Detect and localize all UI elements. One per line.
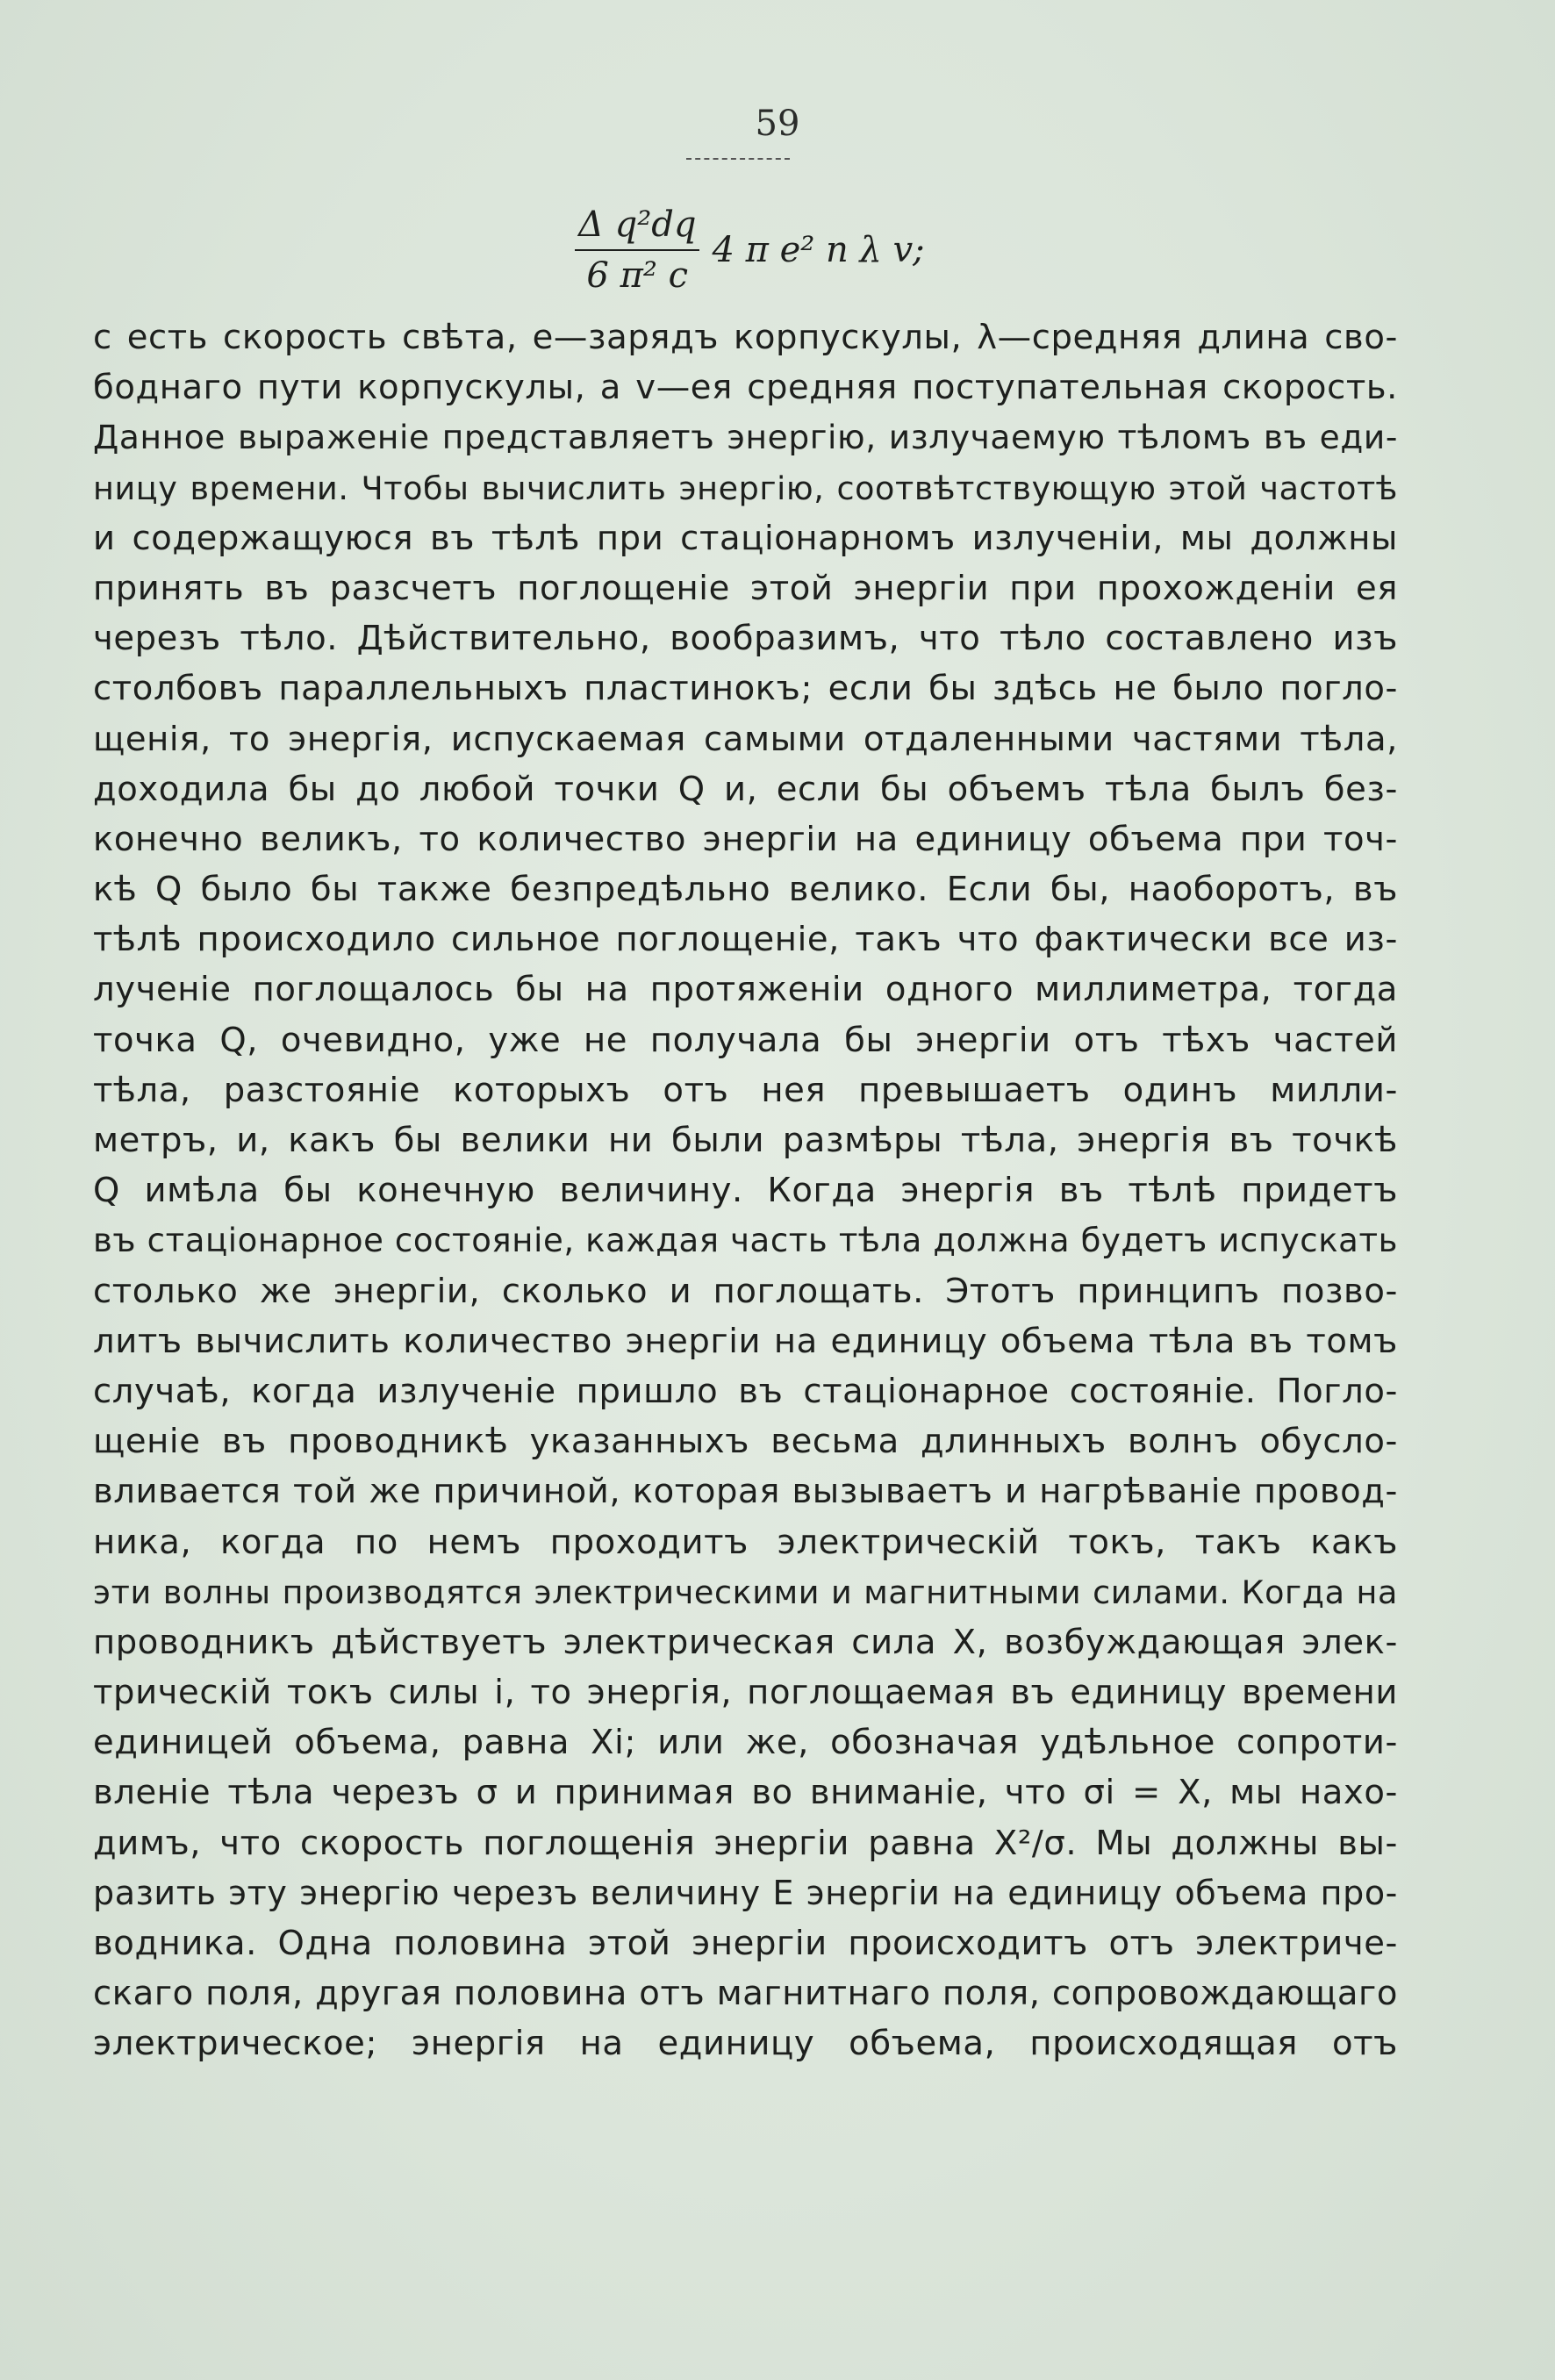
text-line: столько же энергіи, сколько и поглощать. Этотъ принципъ позво-	[93, 1271, 1398, 1311]
text-line: вливается той же причиной, которая вызываетъ и нагрѣваніе провод-	[93, 1472, 1398, 1512]
text-line: кѣ Q было бы также безпредѣльно велико. Если бы, наоборотъ, въ	[93, 870, 1398, 910]
text-line: c есть скорость свѣта, e—зарядъ корпускулы, λ—средняя длина сво-	[93, 318, 1398, 357]
page-number-rule	[686, 158, 790, 160]
text-line: черезъ тѣло. Дѣйствительно, вообразимъ, что тѣло составлено изъ	[93, 619, 1398, 659]
text-line: тѣлѣ происходило сильное поглощеніе, такъ что фактически все из-	[93, 920, 1398, 960]
text-line: и содержащуюся въ тѣлѣ при стаціонарномъ излученіи, мы должны	[93, 518, 1398, 558]
text-line: эти волны производятся электрическими и магнитными силами. Когда на	[93, 1573, 1398, 1611]
text-line: ницу времени. Чтобы вычислить энергію, соотвѣтствующую этой частотѣ	[93, 469, 1398, 507]
text-line: боднаго пути корпускулы, а v—ея средняя поступательная скорость.	[93, 368, 1398, 408]
text-line: ника, когда по немъ проходитъ электрическій токъ, такъ какъ	[93, 1522, 1398, 1562]
text-line: Данное выраженіе представляетъ энергію, излучаемую тѣломъ въ еди-	[93, 418, 1398, 457]
text-line: проводникъ дѣйствуетъ электрическая сила X, возбуждающая элек-	[93, 1622, 1398, 1662]
formula	[575, 198, 925, 302]
text-line: доходила бы до любой точки Q и, если бы объемъ тѣла былъ без-	[93, 769, 1398, 809]
text-line: лученіе поглощалось бы на протяженіи одного миллиметра, тогда	[93, 970, 1398, 1010]
body-text	[93, 312, 1398, 2069]
text-line: конечно великъ, то количество энергіи на единицу объема при точ-	[93, 819, 1398, 859]
text-line: вленіе тѣла черезъ σ и принимая во вниманіе, что σi = X, мы нахо-	[93, 1773, 1398, 1813]
formula-numerator: Δ q²dq	[575, 204, 699, 251]
text-line: метръ, и, какъ бы велики ни были размѣры тѣла, энергія въ точкѣ	[93, 1121, 1398, 1160]
formula-denominator: 6 π² c	[586, 255, 689, 296]
text-line: случаѣ, когда излученіе пришло въ стаціонарное состояніе. Погло-	[93, 1371, 1398, 1411]
text-line: столбовъ параллельныхъ пластинокъ; если бы здѣсь не было погло-	[93, 669, 1398, 709]
text-line: щеніе въ проводникѣ указанныхъ весьма длинныхъ волнъ обусло-	[93, 1422, 1398, 1462]
text-line: водника. Одна половина этой энергіи происходитъ отъ электриче-	[93, 1924, 1398, 1963]
text-line: димъ, что скорость поглощенія энергіи равна X²/σ. Мы должны вы-	[93, 1823, 1398, 1863]
text-line: тѣла, разстояніе которыхъ отъ нея превышаетъ одинъ милли-	[93, 1070, 1398, 1110]
text-line: Q имѣла бы конечную величину. Когда энергія въ тѣлѣ придетъ	[93, 1171, 1398, 1211]
text-line: принять въ разсчетъ поглощеніе этой энергіи при прохожденіи ея	[93, 568, 1398, 608]
text-line: единицей объема, равна Xi; или же, обозначая удѣльное сопроти-	[93, 1723, 1398, 1763]
text-line: точка Q, очевидно, уже не получала бы энергіи отъ тѣхъ частей	[93, 1020, 1398, 1060]
page-number: 59	[755, 104, 800, 144]
formula-fraction	[575, 204, 699, 297]
text-line: трическій токъ силы i, то энергія, поглощаемая въ единицу времени	[93, 1673, 1398, 1713]
text-line: литъ вычислить количество энергіи на единицу объема тѣла въ томъ	[93, 1321, 1398, 1361]
text-line: разить эту энергію черезъ величину E энергіи на единицу объема про-	[93, 1873, 1398, 1912]
text-line: скаго поля, другая половина отъ магнитнаго поля, сопровождающаго	[93, 1974, 1398, 2014]
text-line: электрическое; энергія на единицу объема, происходящая отъ	[93, 2024, 1398, 2064]
text-line: въ стаціонарное состояніе, каждая часть тѣла должна будетъ испускать	[93, 1222, 1398, 1260]
formula-rest: 4 π e² n λ v;	[712, 230, 925, 270]
text-line: щенія, то энергія, испускаемая самыми отдаленными частями тѣла,	[93, 719, 1398, 759]
